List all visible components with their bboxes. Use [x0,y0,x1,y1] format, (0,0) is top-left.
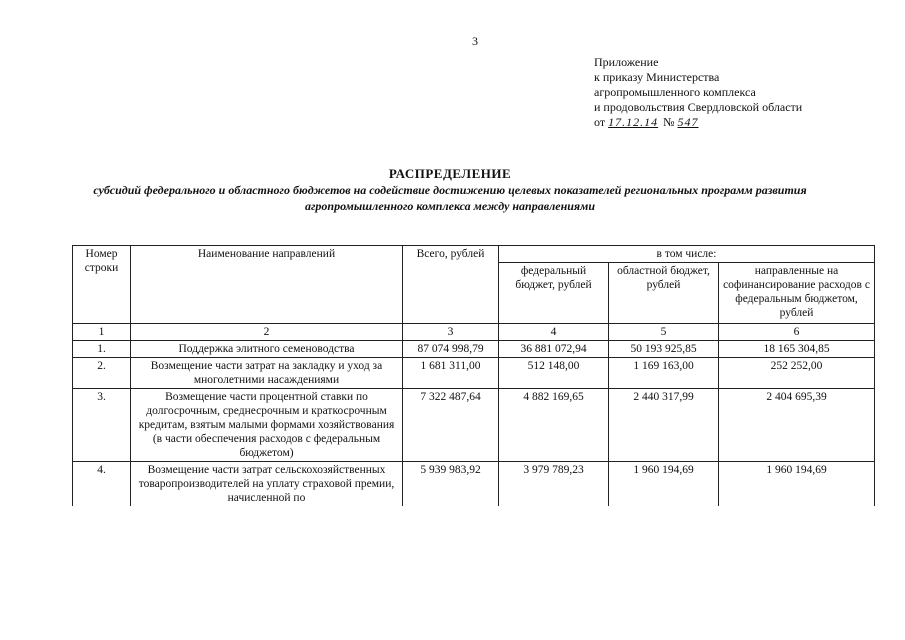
appendix-line: Приложение [594,55,659,69]
row-regional: 2 440 317,99 [609,389,719,462]
header-total: Всего, рублей [403,246,499,324]
header-cofinancing: направленные на софинансирование расходов с федеральным бюджетом, рублей [719,263,875,324]
row-total: 1 681 311,00 [403,358,499,389]
row-name: Поддержка элитного семеноводства [131,341,403,358]
appendix-line: к приказу Министерства [594,70,720,84]
col-number: 3 [403,324,499,341]
row-total: 7 322 487,64 [403,389,499,462]
document-title [60,166,840,214]
header-name: Наименование направлений [131,246,403,324]
row-federal: 512 148,00 [499,358,609,389]
handwritten-number: 547 [677,115,699,129]
distribution-table [72,245,875,506]
row-cofinancing: 1 960 194,69 [719,462,875,507]
row-num: 4. [73,462,131,507]
row-cofinancing: 252 252,00 [719,358,875,389]
col-number: 2 [131,324,403,341]
header-regional: областной бюджет, рублей [609,263,719,324]
appendix-line: агропромышленного комплекса [594,85,756,99]
header-num: Номер строки [73,246,131,324]
number-sign: № [663,115,675,129]
row-federal: 3 979 789,23 [499,462,609,507]
header-row [73,246,875,263]
title-heading: РАСПРЕДЕЛЕНИЕ [388,166,512,181]
row-federal: 4 882 169,65 [499,389,609,462]
appendix-line: и продовольствия Свердловской области [594,100,803,114]
page-number: 3 [472,34,478,48]
col-number: 6 [719,324,875,341]
header-including: в том числе: [499,246,875,263]
row-num: 1. [73,341,131,358]
appendix-block [594,55,802,130]
row-num: 3. [73,389,131,462]
table-row [73,341,875,358]
row-federal: 36 881 072,94 [499,341,609,358]
row-name: Возмещение части затрат сельскохозяйственных товаропроизводителей на уплату страховой премии, начисленной по [131,462,403,507]
row-cofinancing: 2 404 695,39 [719,389,875,462]
row-regional: 50 193 925,85 [609,341,719,358]
date-prefix: от [594,115,606,129]
appendix-date-line [594,115,802,130]
table-row [73,462,875,507]
table-row [73,389,875,462]
col-number: 5 [609,324,719,341]
row-total: 5 939 983,92 [403,462,499,507]
row-name: Возмещение части процентной ставки по долгосрочным, среднесрочным и краткосрочным кредитам, взятым малыми формами хозяйствования (в части обеспечения расходов с федеральным бюджетом) [131,389,403,462]
column-number-row [73,324,875,341]
col-number: 4 [499,324,609,341]
row-name: Возмещение части затрат на закладку и уход за многолетними насаждениями [131,358,403,389]
row-num: 2. [73,358,131,389]
handwritten-date: 17.12.14 [608,115,659,129]
col-number: 1 [73,324,131,341]
row-total: 87 074 998,79 [403,341,499,358]
row-regional: 1 169 163,00 [609,358,719,389]
row-regional: 1 960 194,69 [609,462,719,507]
table-row [73,358,875,389]
header-federal: федеральный бюджет, рублей [499,263,609,324]
title-subtitle: субсидий федерального и областного бюджетов на содействие достижению целевых показателей региональных программ развития агропромышленного комплекса между направлениями [93,183,807,213]
row-cofinancing: 18 165 304,85 [719,341,875,358]
